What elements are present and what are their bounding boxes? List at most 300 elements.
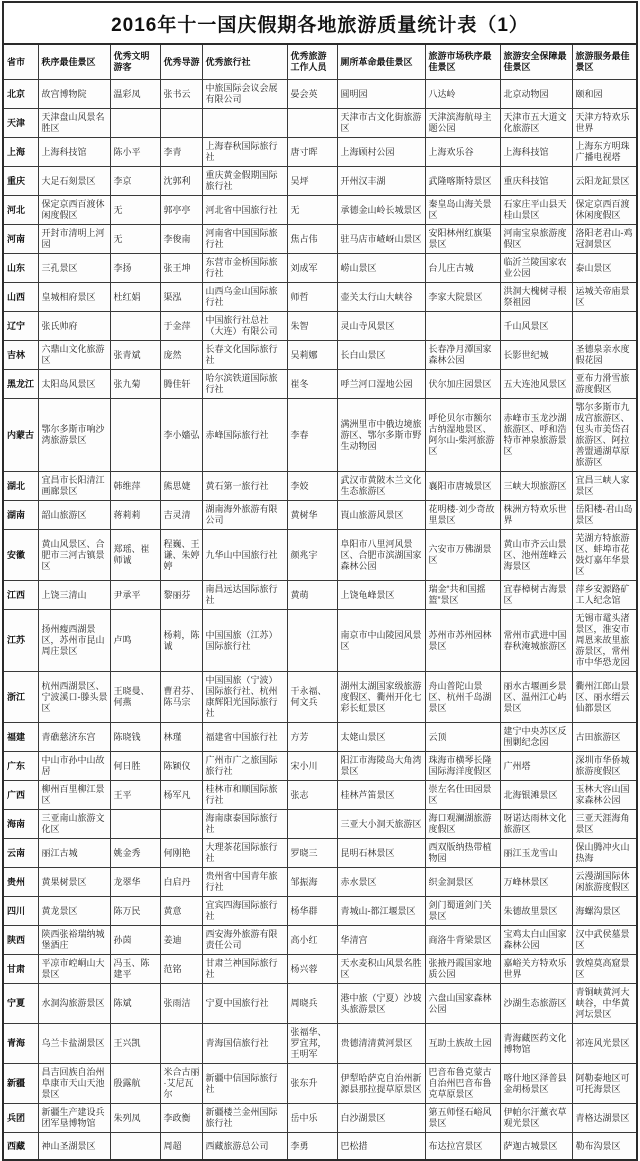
table-cell: 三孔景区 <box>38 254 110 283</box>
table-cell: 承德金山岭长城景区 <box>337 196 425 225</box>
province-cell: 重庆 <box>3 167 38 196</box>
table-cell: 杨华群 <box>287 897 337 926</box>
province-cell: 天津 <box>3 109 38 138</box>
table-cell: 陈颖仪 <box>160 752 202 781</box>
table-cell: 呼伦贝尔市额尔古纳湿地景区、阿尔山-柴河旅游区 <box>425 399 500 472</box>
province-cell: 云南 <box>3 839 38 868</box>
table-cell <box>160 109 202 138</box>
table-cell <box>160 810 202 839</box>
table-cell: 开封市清明上河园 <box>38 225 110 254</box>
table-cell: 上饶三清山 <box>38 581 110 610</box>
table-cell: 朱列凤 <box>110 1104 160 1133</box>
table-cell: 中山市孙中山故居 <box>38 752 110 781</box>
table-cell: 六安市万佛湖景区 <box>425 530 500 581</box>
table-row <box>3 80 637 109</box>
province-cell: 山西 <box>3 283 38 312</box>
table-cell: 西双版纳热带植物园 <box>425 839 500 868</box>
table-row <box>3 581 637 610</box>
table-cell: 花明楼·刘少奇故里景区 <box>425 501 500 530</box>
table-cell: 重庆黄金假期国际旅行社 <box>202 167 287 196</box>
column-header: 优秀导游 <box>160 44 202 80</box>
table-cell: 朱德故里景区 <box>500 897 572 926</box>
table-row <box>3 839 637 868</box>
table-cell <box>110 810 160 839</box>
table-cell: 李春 <box>287 399 337 472</box>
province-cell: 海南 <box>3 810 38 839</box>
table-cell: 陈小平 <box>110 138 160 167</box>
table-cell: 邹振海 <box>287 868 337 897</box>
table-cell: 华清宫 <box>337 926 425 955</box>
tourism-quality-table <box>2 1 638 1161</box>
table-cell: 林瑾 <box>160 723 202 752</box>
table-cell: 驻马店市嵖岈山景区 <box>337 225 425 254</box>
table-cell <box>110 399 160 472</box>
table-cell: 上饶龟峰景区 <box>337 581 425 610</box>
table-cell: 深圳市华侨城旅游度假区 <box>572 752 637 781</box>
province-cell: 青海 <box>3 1024 38 1064</box>
table-cell: 天津市古文化街旅游区 <box>337 109 425 138</box>
province-cell: 兵团 <box>3 1104 38 1133</box>
table-cell: 卢鸣 <box>110 610 160 672</box>
table-cell: 呀诺达雨林文化旅游区 <box>500 810 572 839</box>
province-cell: 福建 <box>3 723 38 752</box>
table-cell: 姚金秀 <box>110 839 160 868</box>
table-cell: 程巍、王谦、朱婷婷 <box>160 530 202 581</box>
table-cell: 王晓曼、何燕 <box>110 672 160 723</box>
table-cell: 陕西张裕瑞纳城堡酒庄 <box>38 926 110 955</box>
table-cell: 北海银滩景区 <box>500 781 572 810</box>
table-cell: 黄山市齐云山景区、池州莲峰云海景区 <box>500 530 572 581</box>
table-row <box>3 501 637 530</box>
table-cell: 吴坪 <box>287 167 337 196</box>
table-cell: 圆明园 <box>337 80 425 109</box>
table-cell: 尹承平 <box>110 581 160 610</box>
table-cell: 五大连池风景区 <box>500 370 572 399</box>
table-cell: 青铜峡黄河大峡谷，中华黄河坛景区 <box>572 984 637 1024</box>
table-row <box>3 1064 637 1104</box>
table-cell: 张掖丹霞国家地质公园 <box>425 955 500 984</box>
table-cell: 唐寸晖 <box>287 138 337 167</box>
table-cell: 何刚艳 <box>160 839 202 868</box>
table-row <box>3 781 637 810</box>
table-row <box>3 254 637 283</box>
table-cell: 李姣 <box>287 472 337 501</box>
table-cell: 宜昌三峡人家景区 <box>572 472 637 501</box>
table-cell: 布达拉宫景区 <box>425 1133 500 1161</box>
table-cell: 李小嬙弘 <box>160 399 202 472</box>
table-cell: 第五师怪石峪风景区 <box>425 1104 500 1133</box>
table-cell: 伊犁哈萨克自治州新源县那拉提草原景区 <box>337 1064 425 1104</box>
table-cell: 云阳龙缸景区 <box>572 167 637 196</box>
table-cell: 姜迪 <box>160 926 202 955</box>
table-cell: 青格达湖景区 <box>572 1104 637 1133</box>
table-cell: 大理茶花国际旅行社 <box>202 839 287 868</box>
table-cell: 巴松措 <box>337 1133 425 1161</box>
table-cell: 珠海市横琴长隆国际海洋度假区 <box>425 752 500 781</box>
province-cell: 陕西 <box>3 926 38 955</box>
table-cell: 湖南海外旅游有限公司 <box>202 501 287 530</box>
table-cell: 北京动物园 <box>500 80 572 109</box>
table-cell: 青礁慈济东宫 <box>38 723 110 752</box>
table-cell: 敦煌莫高窟景区 <box>572 955 637 984</box>
table-cell: 李家大院景区 <box>425 283 500 312</box>
table-cell: 腾佳轩 <box>160 370 202 399</box>
table-cell: 天津盘山风景名胜区 <box>38 109 110 138</box>
province-cell: 湖北 <box>3 472 38 501</box>
table-cell: 河北省中国旅行社 <box>202 196 287 225</box>
table-cell: 三峡大坝旅游区 <box>500 472 572 501</box>
province-cell: 内蒙古 <box>3 399 38 472</box>
table-cell: 中旅国际会议会展有限公司 <box>202 80 287 109</box>
table-cell: 周晓兵 <box>287 984 337 1024</box>
table-row <box>3 472 637 501</box>
table-cell: 湖州太湖国家级旅游度假区、衢州开化七彩长虹景区 <box>337 672 425 723</box>
table-cell: 王兴凯 <box>110 1024 160 1064</box>
table-cell: 宋小川 <box>287 752 337 781</box>
table-cell: 曹君芬、陈马宗 <box>160 672 202 723</box>
column-header: 旅游安全保障最佳景区 <box>500 44 572 80</box>
table-cell: 上海科技馆 <box>500 138 572 167</box>
table-cell: 保定京西百渡休闲度假区 <box>38 196 110 225</box>
table-cell: 建宁中央苏区反围剿纪念园 <box>500 723 572 752</box>
table-cell: 无 <box>110 196 160 225</box>
table-cell: 崔冬 <box>287 370 337 399</box>
table-cell: 勒布沟景区 <box>572 1133 637 1161</box>
table-cell: 韩维萍 <box>110 472 160 501</box>
table-cell: 师哲 <box>287 283 337 312</box>
table-cell: 上海东方明珠广播电视塔 <box>572 138 637 167</box>
table-cell: 温彩凤 <box>110 80 160 109</box>
table-cell: 杭州西湖景区、宁波溪口-滕头景区 <box>38 672 110 723</box>
province-cell: 湖南 <box>3 501 38 530</box>
table-cell: 海口观澜湖旅游度假区 <box>425 810 500 839</box>
table-cell: 张九菊 <box>110 370 160 399</box>
table-cell: 灵山寺风景区 <box>337 312 425 341</box>
table-cell: 宁夏中国旅行社 <box>202 984 287 1024</box>
table-cell: 张书云 <box>160 80 202 109</box>
table-cell: 青海国信旅行社 <box>202 1024 287 1064</box>
table-cell: 赤水景区 <box>337 868 425 897</box>
table-cell: 芜湖方特旅游区、蚌埠市花鼓灯嘉年华景区 <box>572 530 637 581</box>
table-cell: 瑞金“共和国摇篮”景区 <box>425 581 500 610</box>
table-cell: 沈郭利 <box>160 167 202 196</box>
table-cell: 织金洞景区 <box>425 868 500 897</box>
table-row <box>3 868 637 897</box>
table-cell: 保山腾冲火山热海 <box>572 839 637 868</box>
province-cell: 山东 <box>3 254 38 283</box>
table-cell: 方芳 <box>287 723 337 752</box>
table-cell: 黄石第一旅行社 <box>202 472 287 501</box>
column-header: 省市 <box>3 44 38 80</box>
table-cell: 甘肃兰神国际旅行社 <box>202 955 287 984</box>
table-cell: 大足石刻景区 <box>38 167 110 196</box>
table-cell: 崀山旅游风景区 <box>337 501 425 530</box>
table-cell: 中国旅行社总社（大连）有限公司 <box>202 312 287 341</box>
table-cell: 海螺沟景区 <box>572 897 637 926</box>
table-cell: 崇左名仕田园景区 <box>425 781 500 810</box>
table-row <box>3 1133 637 1161</box>
table-cell: 丽水古堰画乡景区、温州江心屿景区 <box>500 672 572 723</box>
table-cell: 石家庄平山县天桂山景区 <box>500 196 572 225</box>
table-cell: 台儿庄古城 <box>425 254 500 283</box>
table-row <box>3 530 637 581</box>
table-cell: 白启丹 <box>160 868 202 897</box>
table-header <box>3 44 637 80</box>
table-cell: 重庆科技馆 <box>500 167 572 196</box>
province-cell: 广东 <box>3 752 38 781</box>
table-cell: 广州塔 <box>500 752 572 781</box>
table-cell: 干永福、何文兵 <box>287 672 337 723</box>
table-cell <box>572 312 637 341</box>
table-cell: 桂林市和顺国际旅行社 <box>202 781 287 810</box>
table-cell: 舟山普陀山景区、杭州千岛湖景区 <box>425 672 500 723</box>
table-cell: 昌吉回族自治州阜康市天山天池景区 <box>38 1064 110 1104</box>
table-cell: 李青 <box>160 138 202 167</box>
table-cell: 范铭 <box>160 955 202 984</box>
table-cell: 互助土族故土园 <box>425 1024 500 1064</box>
table-cell: 开州汉丰湖 <box>337 167 425 196</box>
header-row <box>3 44 637 80</box>
table-row <box>3 1024 637 1064</box>
province-cell: 甘肃 <box>3 955 38 984</box>
table-cell: 陈晓钱 <box>110 723 160 752</box>
table-cell: 云漫湖国际休闲旅游度假区 <box>572 868 637 897</box>
table-cell: 郭亭亭 <box>160 196 202 225</box>
table-cell: 太阳岛风景区 <box>38 370 110 399</box>
province-cell: 新疆 <box>3 1064 38 1104</box>
table-cell: 秦皇岛山海关景区 <box>425 196 500 225</box>
table-cell: 黄龙景区 <box>38 897 110 926</box>
table-cell: 广州市广之旅国际旅行社 <box>202 752 287 781</box>
table-cell: 六鼎山文化旅游区 <box>38 341 110 370</box>
table-cell <box>287 610 337 672</box>
province-cell: 河北 <box>3 196 38 225</box>
table-cell: 祁连风光景区 <box>572 1024 637 1064</box>
province-cell: 吉林 <box>3 341 38 370</box>
table-cell: 扬州瘦西湖景区，苏州市昆山周庄景区 <box>38 610 110 672</box>
column-header: 优秀旅行社 <box>202 44 287 80</box>
table-row <box>3 341 637 370</box>
table-cell: 圣德泉亲水度假花园 <box>572 341 637 370</box>
table-cell: 六盘山国家森林公园 <box>425 984 500 1024</box>
table-cell: 岳阳楼-君山岛景区 <box>572 501 637 530</box>
table-cell: 宝鸡太白山国家森林公园 <box>500 926 572 955</box>
table-cell: 白沙湖景区 <box>337 1104 425 1133</box>
table-cell: 柳州百里柳江景区 <box>38 781 110 810</box>
table-cell: 洪洞大槐树寻根祭祖园 <box>500 283 572 312</box>
table-cell: 于金萍 <box>160 312 202 341</box>
table-cell: 青海藏医药文化博物馆 <box>500 1024 572 1064</box>
table-row <box>3 167 637 196</box>
table-cell: 刘成军 <box>287 254 337 283</box>
table-cell: 李扬 <box>110 254 160 283</box>
table-cell: 株洲方特欢乐世界 <box>500 501 572 530</box>
table-cell: 临沂兰陵国家农业公园 <box>500 254 572 283</box>
table-cell: 故宫博物院 <box>38 80 110 109</box>
table-cell <box>287 109 337 138</box>
table-row <box>3 283 637 312</box>
table-cell: 中国国旅（江苏）国际旅行社 <box>202 610 287 672</box>
table-cell: 武隆喀斯特景区 <box>425 167 500 196</box>
table-cell: 东营市金桥国际旅行社 <box>202 254 287 283</box>
table-cell: 商洛牛背梁景区 <box>425 926 500 955</box>
table-row <box>3 370 637 399</box>
table-cell: 山西乌金山国际旅行社 <box>202 283 287 312</box>
table-cell: 中国国旅（宁波）国际旅行社、杭州康辉阳光国际旅行社 <box>202 672 287 723</box>
table-cell: 黄果树景区 <box>38 868 110 897</box>
table-cell: 九华山中国旅行社 <box>202 530 287 581</box>
table-cell: 黄树华 <box>287 501 337 530</box>
province-cell: 上海 <box>3 138 38 167</box>
table-cell: 南昌远达国际旅行社 <box>202 581 287 610</box>
table-cell: 西藏旅游总公司 <box>202 1133 287 1161</box>
table-row <box>3 897 637 926</box>
province-cell: 四川 <box>3 897 38 926</box>
table-cell: 常州市武进中国春秋淹城旅游区 <box>500 610 572 672</box>
table-cell: 罗晓三 <box>287 839 337 868</box>
table-body <box>3 80 637 1161</box>
table-row <box>3 196 637 225</box>
table-cell: 新疆中信国际旅行社 <box>202 1064 287 1104</box>
table-cell: 黄山风景区、合肥市三河古镇景区 <box>38 530 110 581</box>
table-cell: 水洞沟旅游景区 <box>38 984 110 1024</box>
table-cell: 河南宝泉旅游度假区 <box>500 225 572 254</box>
province-cell: 辽宁 <box>3 312 38 341</box>
table-cell: 呼兰河口湿地公园 <box>337 370 425 399</box>
table-row <box>3 926 637 955</box>
table-cell: 孙茵 <box>110 926 160 955</box>
province-cell: 河南 <box>3 225 38 254</box>
table-cell: 赤峰国际旅行社 <box>202 399 287 472</box>
table-cell: 杜红娟 <box>110 283 160 312</box>
table-cell: 八达岭 <box>425 80 500 109</box>
table-cell: 鄂尔多斯市响沙湾旅游景区 <box>38 399 110 472</box>
table-cell: 郑瑶、崔师诚 <box>110 530 160 581</box>
table-cell: 渠泓 <box>160 283 202 312</box>
table-cell <box>425 312 500 341</box>
table-cell: 西安海外旅游有限责任公司 <box>202 926 287 955</box>
table-cell: 吉灵清 <box>160 501 202 530</box>
column-header: 旅游市场秩序最佳景区 <box>425 44 500 80</box>
table-cell: 李俊南 <box>160 225 202 254</box>
table-cell: 张氏帅府 <box>38 312 110 341</box>
column-header: 厕所革命最佳景区 <box>337 44 425 80</box>
province-cell: 安徽 <box>3 530 38 581</box>
table-cell: 丽江玉龙雪山 <box>500 839 572 868</box>
table-cell: 杨兴蓉 <box>287 955 337 984</box>
table-cell: 古田旅游区 <box>572 723 637 752</box>
table-cell: 贵德清清黄河景区 <box>337 1024 425 1064</box>
table-row <box>3 1104 637 1133</box>
table-cell: 无 <box>287 196 337 225</box>
table-cell: 熊思婕 <box>160 472 202 501</box>
province-cell: 西藏 <box>3 1133 38 1161</box>
table-cell: 平凉市崆峒山大景区 <box>38 955 110 984</box>
table-cell: 张王坤 <box>160 254 202 283</box>
table-cell: 喀什地区泽普县金胡杨景区 <box>500 1064 572 1104</box>
column-header: 秩序最佳景区 <box>38 44 110 80</box>
table-cell: 龙翠华 <box>110 868 160 897</box>
table-cell: 长春净月潭国家森林公园 <box>425 341 500 370</box>
province-cell: 北京 <box>3 80 38 109</box>
table-cell: 张志 <box>287 781 337 810</box>
table-row <box>3 610 637 672</box>
table-cell: 壶关太行山大峡谷 <box>337 283 425 312</box>
table-cell: 黄意 <box>160 897 202 926</box>
table-row <box>3 723 637 752</box>
column-header: 旅游服务最佳景区 <box>572 44 637 80</box>
table-cell: 伏尔加庄园景区 <box>425 370 500 399</box>
table-cell: 李勇 <box>287 1133 337 1161</box>
table-cell: 泰山景区 <box>572 254 637 283</box>
table-cell: 丽江古城 <box>38 839 110 868</box>
table-cell: 张雨洁 <box>160 984 202 1024</box>
table-cell: 冯玉、陈建平 <box>110 955 160 984</box>
table-cell: 嘉峪关方特欢乐世界 <box>500 955 572 984</box>
table-cell: 亚布力滑雪旅游度假区 <box>572 370 637 399</box>
table-cell: 太姥山景区 <box>337 723 425 752</box>
table-cell: 长春文化国际旅行社 <box>202 341 287 370</box>
table-cell: 福建省中国旅行社 <box>202 723 287 752</box>
table-cell: 襄阳市唐城景区 <box>425 472 500 501</box>
table-cell: 新疆楼兰金州国际旅行社 <box>202 1104 287 1133</box>
table-cell: 海南康泰国际旅行社 <box>202 810 287 839</box>
province-cell: 贵州 <box>3 868 38 897</box>
table-cell: 青城山-都江堰景区 <box>337 897 425 926</box>
table-cell: 乌兰卡盐湖景区 <box>38 1024 110 1064</box>
table-cell: 黄萌 <box>287 581 337 610</box>
table-cell: 无锡市鼋头渚景区，淮安市周恩来故里旅游景区，常州市中华恐龙园 <box>572 610 637 672</box>
table-cell: 崂山景区 <box>337 254 425 283</box>
province-cell: 宁夏 <box>3 984 38 1024</box>
table-cell: 安阳林州红旗渠景区 <box>425 225 500 254</box>
table-row <box>3 955 637 984</box>
table-cell: 武汉市黄陂木兰文化生态旅游区 <box>337 472 425 501</box>
table-cell: 三亚天涯海角景区 <box>572 810 637 839</box>
table-cell: 萍乡安源路矿工人纪念馆 <box>572 581 637 610</box>
table-cell: 萨迦古城景区 <box>500 1133 572 1161</box>
table-cell: 皇城相府景区 <box>38 283 110 312</box>
table-row <box>3 225 637 254</box>
table-cell: 三亚大小洞天旅游区 <box>337 810 425 839</box>
table-cell: 云顶 <box>425 723 500 752</box>
table-cell: 吴莉娜 <box>287 341 337 370</box>
table-cell: 阳江市海陵岛大角湾景区 <box>337 752 425 781</box>
table-cell: 岳中乐 <box>287 1104 337 1133</box>
table-cell: 宜宾四海国际旅行社 <box>202 897 287 926</box>
table-cell: 颐和园 <box>572 80 637 109</box>
table-cell <box>287 810 337 839</box>
table-cell: 上海科技馆 <box>38 138 110 167</box>
table-row <box>3 984 637 1024</box>
table-cell: 无 <box>110 225 160 254</box>
table-cell: 保定京西百渡休闲度假区 <box>572 196 637 225</box>
table-row <box>3 672 637 723</box>
table-cell: 洛阳老君山-鸡冠洞景区 <box>572 225 637 254</box>
table-cell: 陈万民 <box>110 897 160 926</box>
table-cell: 庞然 <box>160 341 202 370</box>
table-cell: 张青斌 <box>110 341 160 370</box>
table-cell: 李政衡 <box>160 1104 202 1133</box>
table-cell <box>110 312 160 341</box>
province-cell: 广西 <box>3 781 38 810</box>
table-cell: 黎丽芬 <box>160 581 202 610</box>
table-cell: 高小红 <box>287 926 337 955</box>
table-cell: 桂林芦笛景区 <box>337 781 425 810</box>
table-cell: 衢州江郎山景区、丽水缙云仙都景区 <box>572 672 637 723</box>
table-cell: 运城关帝庙景区 <box>572 283 637 312</box>
province-cell: 江苏 <box>3 610 38 672</box>
